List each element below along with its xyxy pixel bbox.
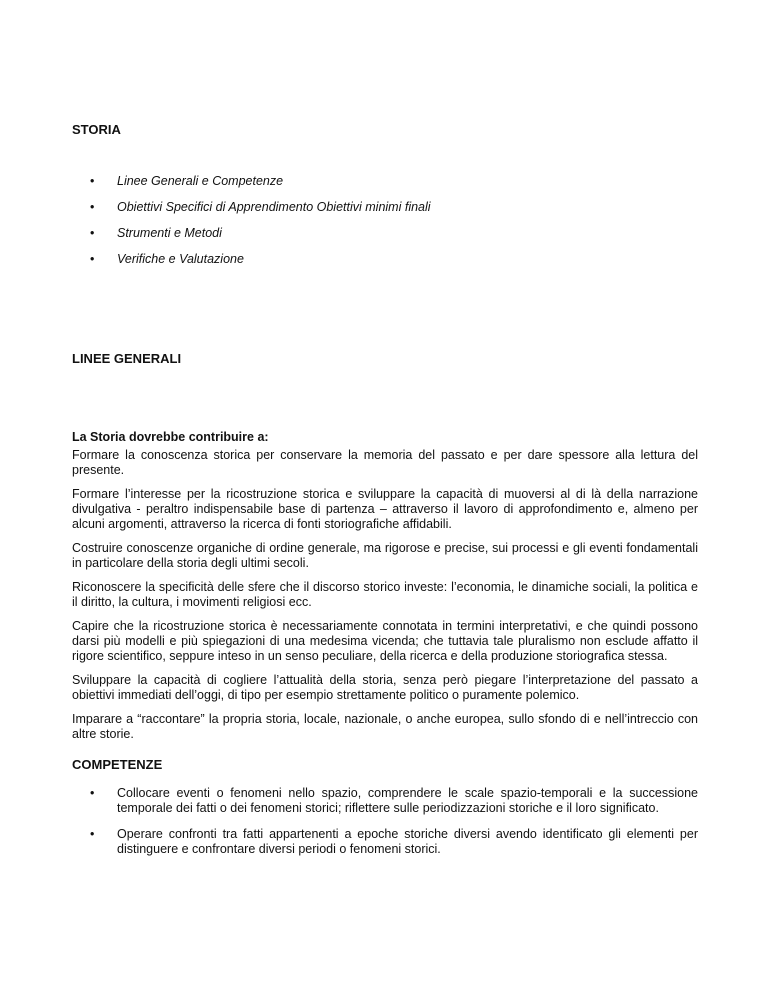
bullet-icon: •	[90, 786, 95, 800]
section-heading-competenze: COMPETENZE	[72, 757, 163, 772]
bullet-icon: •	[90, 174, 95, 188]
toc-item: • Strumenti e Metodi	[72, 220, 431, 246]
toc-item: • Verifiche e Valutazione	[72, 246, 431, 272]
bullet-icon: •	[90, 827, 95, 841]
section-heading-linee-generali: LINEE GENERALI	[72, 351, 182, 366]
document-title: STORIA	[72, 122, 121, 137]
toc-item: • Obiettivi Specifici di Apprendimento Obiettivi minimi finali	[72, 194, 431, 220]
bullet-icon: •	[90, 200, 95, 214]
paragraph: Formare la conoscenza storica per conservare la memoria del passato e per dare spessore alla lettura del presente.	[72, 448, 698, 477]
table-of-contents	[72, 168, 431, 272]
toc-item: • Linee Generali e Competenze	[72, 168, 431, 194]
bullet-icon: •	[90, 226, 95, 240]
competenze-list	[72, 786, 698, 868]
paragraph: Riconoscere la specificità delle sfere che il discorso storico investe: l’economia, le dinamiche sociali, la politica e il diritto, la cultura, i movimenti religiosi ecc.	[72, 580, 698, 609]
bullet-icon: •	[90, 252, 95, 266]
paragraph: Imparare a “raccontare” la propria storia, locale, nazionale, o anche europea, sullo sfondo di e nell’intreccio con altre storie.	[72, 712, 698, 741]
paragraph: Capire che la ricostruzione storica è necessariamente connotata in termini interpretativi, e che quindi possono darsi più modelli e più spiegazioni di una medesima vicenda; che tuttavia tale pluralismo non esclude affatto il rigore scientifico, seppure inteso in un senso peculiare, della ricerca e della produzione storiografica stessa.	[72, 619, 698, 663]
list-item: • Collocare eventi o fenomeni nello spazio, comprendere le scale spazio-temporali e la successione temporale dei fatti o dei fenomeni storici; riflettere sulle periodizzazioni storiche e il loro significato.	[90, 786, 698, 815]
paragraph: Formare l’interesse per la ricostruzione storica e sviluppare la capacità di muoversi al di là della narrazione divulgativa - peraltro indispensabile base di partenza – attraverso il lavoro di approfondimento e, almeno per alcuni argomenti, attraverso la ricerca di fonti storiografiche affidabili.	[72, 487, 698, 531]
paragraph: Costruire conoscenze organiche di ordine generale, ma rigorose e precise, sui processi e gli eventi fondamentali in particolare della storia degli ultimi secoli.	[72, 541, 698, 570]
section-body-linee-generali	[72, 430, 698, 751]
paragraph: Sviluppare la capacità di cogliere l’attualità della storia, senza però piegare l’interpretazione del passato a obiettivi immediati dell’oggi, di tipo per esempio strettamente politico o puramente polemico.	[72, 673, 698, 702]
section-subheading: La Storia dovrebbe contribuire a:	[72, 430, 269, 444]
list-item: • Operare confronti tra fatti appartenenti a epoche storiche diversi avendo identificato gli elementi per distinguere e confrontare diversi periodi o fenomeni storici.	[90, 827, 698, 856]
